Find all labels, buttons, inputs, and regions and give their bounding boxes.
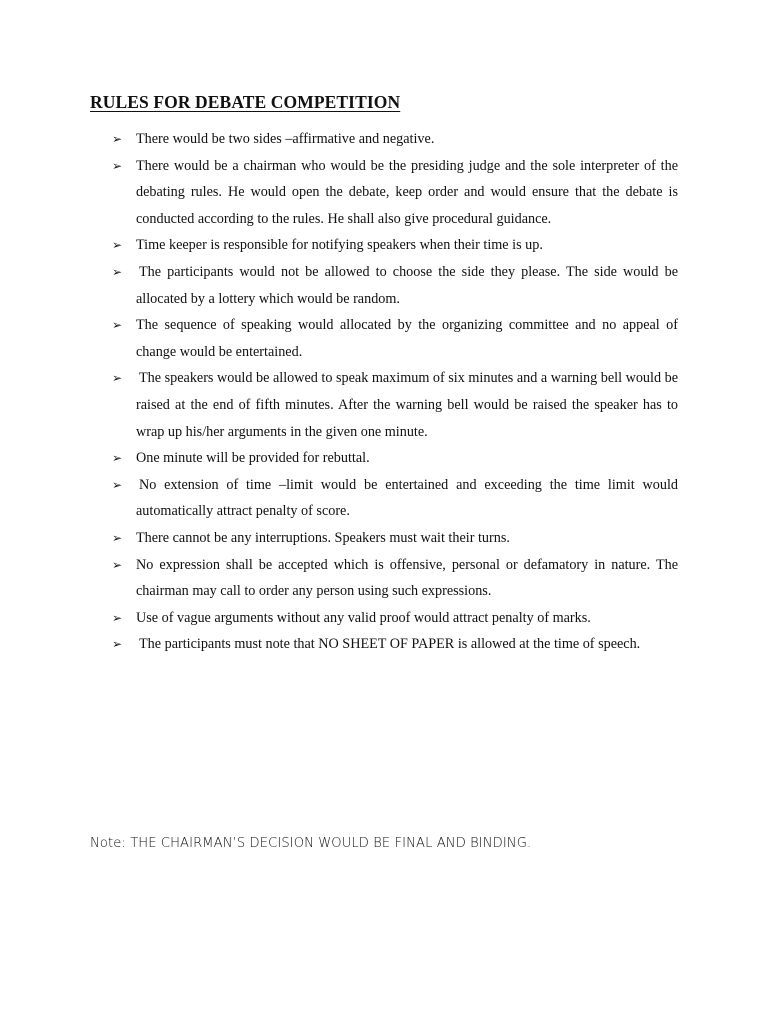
arrowhead-bullet-icon: ➢ xyxy=(112,610,123,625)
arrowhead-bullet-icon: ➢ xyxy=(112,530,123,545)
arrowhead-bullet-icon: ➢ xyxy=(112,318,123,333)
arrowhead-bullet-icon: ➢ xyxy=(112,451,123,466)
document-title: RULES FOR DEBATE COMPETITION xyxy=(90,92,401,112)
list-item xyxy=(112,312,678,365)
list-item xyxy=(112,605,678,632)
rule-text: One minute will be provided for rebuttal. xyxy=(136,450,370,467)
arrowhead-bullet-icon: ➢ xyxy=(112,264,123,279)
list-item xyxy=(112,365,678,445)
list-item xyxy=(112,472,678,525)
list-item xyxy=(112,631,678,658)
arrowhead-bullet-icon: ➢ xyxy=(112,557,123,572)
rule-text: The sequence of speaking would allocated by the organizing committee and no appeal of change would be entertained. xyxy=(136,317,678,360)
rule-text: There would be two sides –affirmative and negative. xyxy=(136,131,435,147)
rule-text: Time keeper is responsible for notifying speakers when their time is up. xyxy=(136,237,543,254)
list-item xyxy=(112,552,678,605)
rules-list xyxy=(112,126,678,658)
arrowhead-bullet-icon: ➢ xyxy=(112,238,123,253)
note-label: Note: xyxy=(90,836,126,851)
rule-text: The participants must note that NO SHEET OF PAPER is allowed at the time of speech. xyxy=(139,636,641,653)
rule-text: Use of vague arguments without any valid proof would attract penalty of marks. xyxy=(136,609,591,626)
list-item xyxy=(112,232,678,259)
rule-text: There would be a chairman who would be the presiding judge and the sole interpreter of the debating rules. He would open the debate, keep order and would ensure that the debate is conducted according to the rules. He shall also give procedural guidance. xyxy=(136,157,678,227)
note-text: THE CHAIRMAN’S DECISION WOULD BE FINAL AND BINDING. xyxy=(130,836,532,851)
rule-text: The speakers would be allowed to speak maximum of six minutes and a warning bell would be raised at the end of fifth minutes. After the warning bell would be raised the speaker has to wrap up his/her arguments in the given one minute. xyxy=(136,370,679,440)
arrowhead-bullet-icon: ➢ xyxy=(112,158,123,173)
closing-note xyxy=(90,836,531,851)
arrowhead-bullet-icon: ➢ xyxy=(112,637,123,652)
list-item xyxy=(112,153,678,233)
rule-text: No expression shall be accepted which is offensive, personal or defamatory in nature. The chairman may call to order any person using such expressions. xyxy=(136,556,678,600)
arrowhead-bullet-icon: ➢ xyxy=(112,371,123,386)
rule-text: The participants would not be allowed to choose the side they please. The side would be allocated by a lottery which would be random. xyxy=(136,263,678,307)
arrowhead-bullet-icon: ➢ xyxy=(112,477,123,492)
rule-text: There cannot be any interruptions. Speakers must wait their turns. xyxy=(136,529,510,546)
list-item xyxy=(112,525,678,552)
list-item xyxy=(112,259,678,312)
list-item xyxy=(112,126,678,153)
list-item xyxy=(112,445,678,472)
arrowhead-bullet-icon: ➢ xyxy=(112,132,123,146)
rule-text: No extension of time –limit would be entertained and exceeding the time limit would automatically attract penalty of score. xyxy=(136,476,678,520)
